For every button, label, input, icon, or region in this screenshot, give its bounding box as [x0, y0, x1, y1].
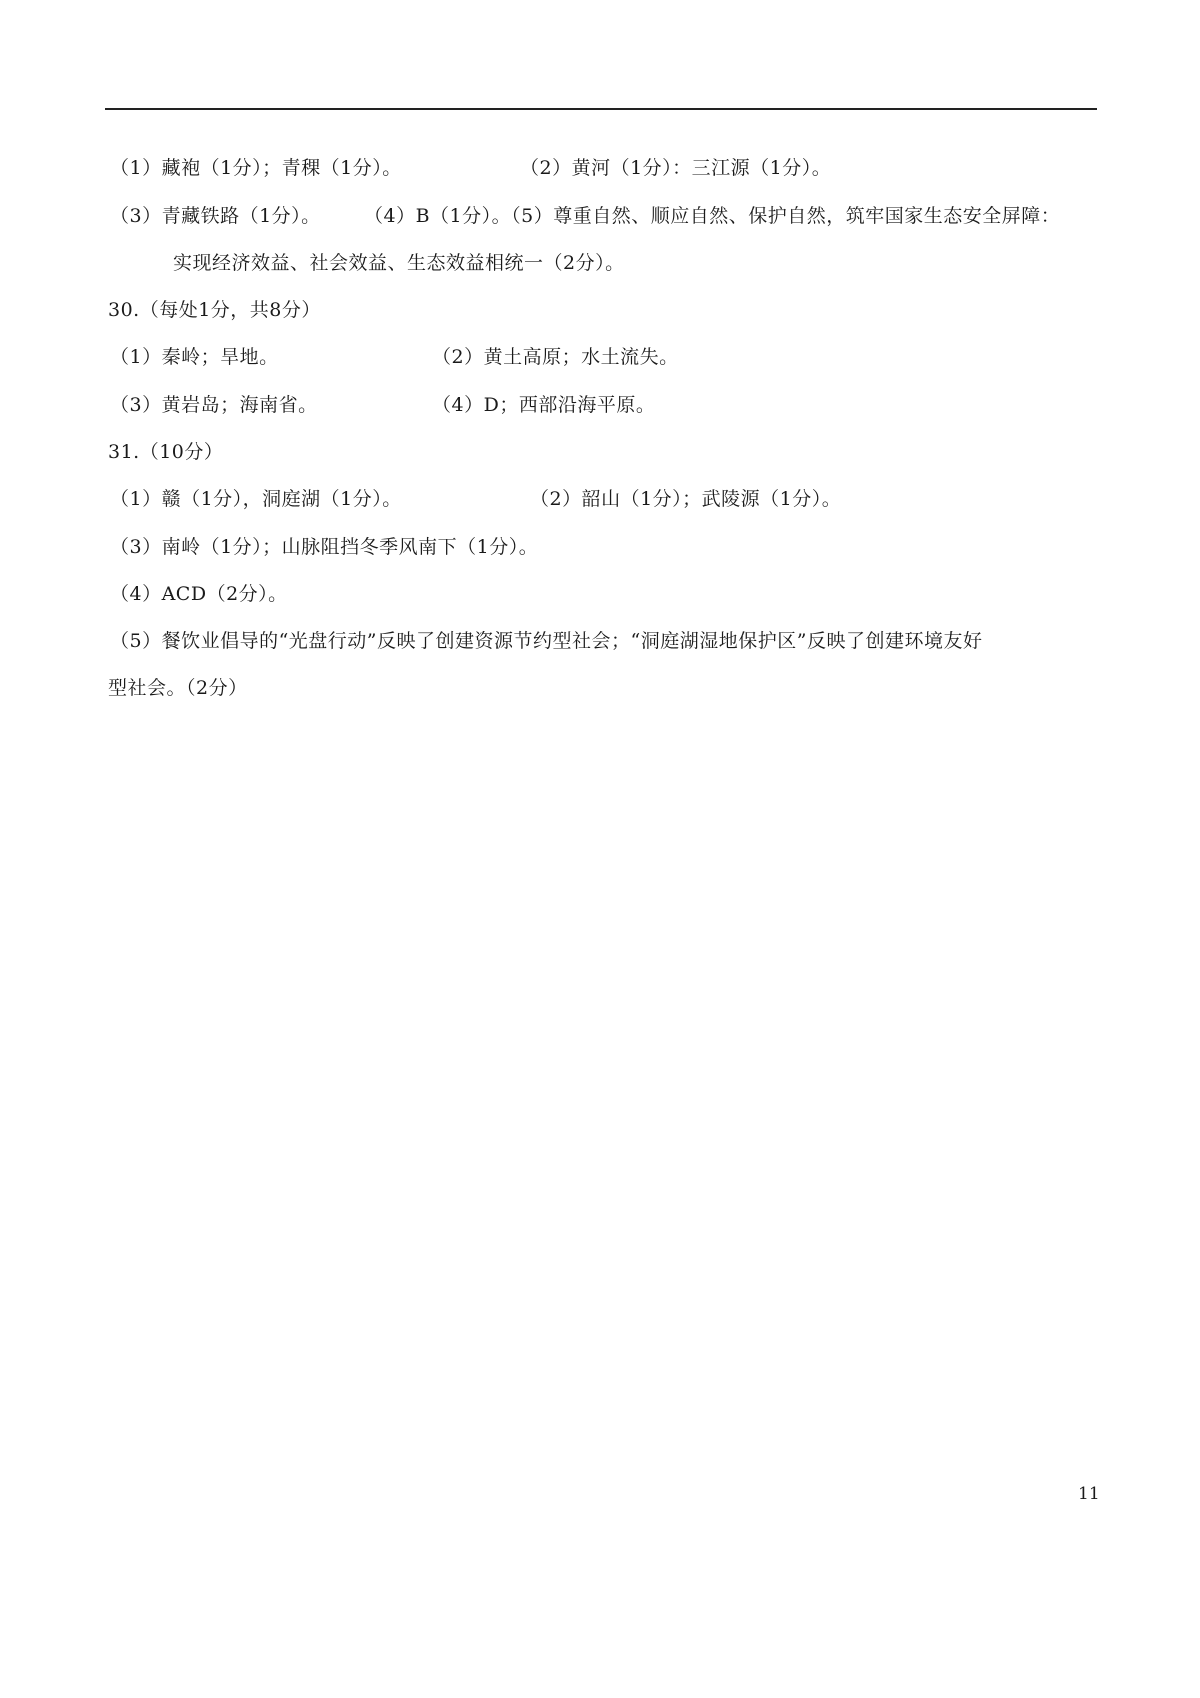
- q31-answer-1: （1）赣（1分），洞庭湖（1分）。: [110, 488, 402, 510]
- q30-heading: 30.（每处1分，共8分）: [108, 299, 321, 321]
- q31-answer-5-continued: 型社会。（2分）: [108, 677, 248, 699]
- q31-heading: 31.（10分）: [108, 441, 224, 463]
- q29-answer-1: （1）藏袍（1分）；青稞（1分）。: [110, 157, 402, 179]
- q31-answer-5: （5）餐饮业倡导的“光盘行动”反映了创建资源节约型社会；“洞庭湖湿地保护区”反映了创建环境友好: [110, 630, 983, 652]
- q29-line-3: [173, 250, 625, 276]
- q29-answer-3: （3）青藏铁路（1分）。: [110, 205, 321, 227]
- page-number: 11: [1078, 1484, 1100, 1504]
- q29-answer-4-5: （4）B（1分）。（5）尊重自然、顺应自然、保护自然，筑牢国家生态安全屏障：: [364, 205, 1061, 227]
- q31-answer-4: （4）ACD（2分）。: [110, 583, 288, 605]
- q29-answer-5-continued: 实现经济效益、社会效益、生态效益相统一（2分）。: [173, 252, 625, 274]
- q29-answer-2: （2）黄河（1分）：三江源（1分）。: [520, 157, 832, 179]
- header-rule: [105, 108, 1097, 110]
- q30-answer-4: （4）D；西部沿海平原。: [432, 394, 656, 416]
- q30-answer-2: （2）黄土高原；水土流失。: [432, 346, 679, 368]
- q30-answer-3: （3）黄岩岛；海南省。: [110, 394, 318, 416]
- q31-answer-2: （2）韶山（1分）；武陵源（1分）。: [530, 488, 842, 510]
- q31-answer-3: （3）南岭（1分）；山脉阻挡冬季风南下（1分）。: [110, 536, 539, 558]
- q30-answer-1: （1）秦岭；旱地。: [110, 346, 279, 368]
